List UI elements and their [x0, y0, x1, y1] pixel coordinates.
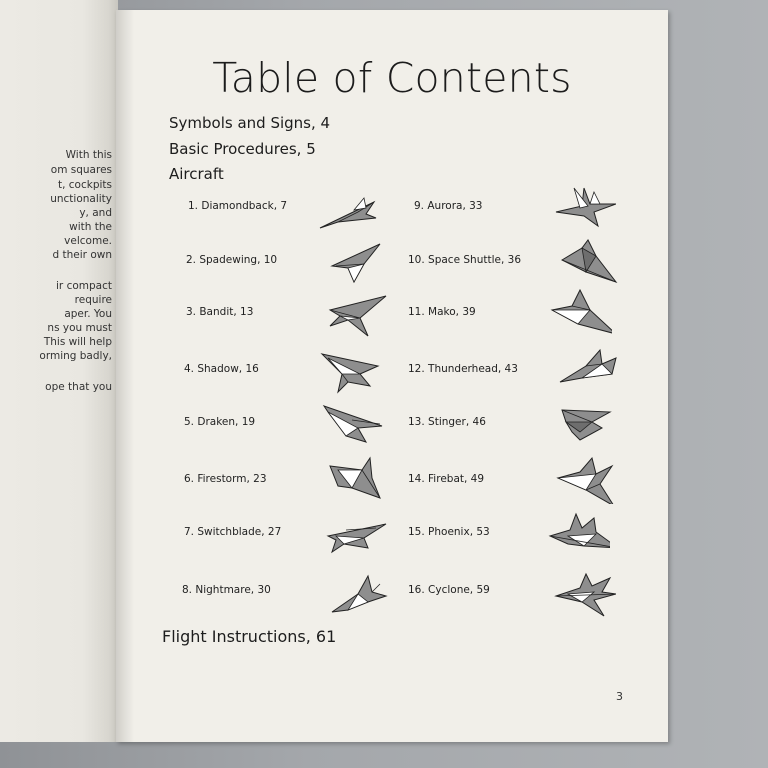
page-title: Table of Contents — [212, 54, 572, 102]
section-aircraft: Aircraft — [169, 165, 224, 183]
previous-page-text: with the — [69, 221, 112, 233]
previous-page-text: ir compact — [56, 280, 112, 292]
aircraft-entry-6: 6. Firestorm, 23 — [184, 473, 267, 485]
aircraft-entry-7: 7. Switchblade, 27 — [184, 526, 282, 538]
diamondback-plane-icon — [318, 188, 380, 236]
aurora-plane-icon — [554, 182, 616, 230]
previous-page-text: d their own — [52, 249, 112, 261]
aircraft-entry-8: 8. Nightmare, 30 — [182, 584, 271, 596]
switchblade-plane-icon — [326, 514, 388, 562]
aircraft-entry-16: 16. Cyclone, 59 — [408, 584, 490, 596]
cyclone-plane-icon — [554, 570, 616, 618]
contents-page — [116, 10, 668, 742]
previous-page-text: require — [74, 294, 112, 306]
shadow-plane-icon — [320, 348, 382, 396]
aircraft-entry-4: 4. Shadow, 16 — [184, 363, 259, 375]
aircraft-entry-11: 11. Mako, 39 — [408, 306, 476, 318]
aircraft-entry-9: 9. Aurora, 33 — [414, 200, 483, 212]
space-shuttle-plane-icon — [558, 238, 620, 286]
previous-page-text: ope that you — [45, 381, 112, 393]
previous-page-text: om squares — [50, 164, 112, 176]
section-procedures: Basic Procedures, 5 — [169, 140, 316, 158]
mako-plane-icon — [550, 288, 612, 336]
previous-page — [0, 0, 118, 742]
firestorm-plane-icon — [328, 456, 390, 504]
page-number: 3 — [616, 690, 623, 703]
stinger-plane-icon — [558, 402, 620, 450]
aircraft-entry-13: 13. Stinger, 46 — [408, 416, 486, 428]
bandit-plane-icon — [326, 292, 388, 340]
previous-page-text: This will help — [43, 336, 112, 348]
firebat-plane-icon — [556, 456, 618, 504]
aircraft-entry-14: 14. Firebat, 49 — [408, 473, 485, 485]
thunderhead-plane-icon — [556, 344, 618, 392]
spadewing-plane-icon — [328, 238, 390, 286]
aircraft-entry-15: 15. Phoenix, 53 — [408, 526, 490, 538]
aircraft-entry-12: 12. Thunderhead, 43 — [408, 363, 518, 375]
section-symbols: Symbols and Signs, 4 — [169, 114, 331, 132]
previous-page-text: ns you must — [47, 322, 112, 334]
previous-page-text: t, cockpits — [57, 179, 112, 191]
aircraft-entry-2: 2. Spadewing, 10 — [186, 254, 278, 266]
previous-page-text: unctionality — [50, 193, 112, 205]
phoenix-plane-icon — [548, 510, 610, 558]
previous-page-text: With this — [65, 149, 112, 161]
aircraft-entry-1: 1. Diamondback, 7 — [188, 200, 288, 212]
page-gutter-shadow — [116, 10, 134, 742]
previous-page-text: aper. You — [64, 308, 112, 320]
previous-page-text: velcome. — [64, 235, 112, 247]
section-flight-instructions: Flight Instructions, 61 — [162, 627, 337, 646]
aircraft-entry-10: 10. Space Shuttle, 36 — [408, 254, 521, 266]
aircraft-entry-5: 5. Draken, 19 — [184, 416, 256, 428]
previous-page-text: orming badly, — [39, 350, 112, 362]
nightmare-plane-icon — [328, 570, 390, 618]
aircraft-entry-3: 3. Bandit, 13 — [186, 306, 254, 318]
draken-plane-icon — [322, 400, 384, 448]
previous-page-text: y, and — [79, 207, 112, 219]
